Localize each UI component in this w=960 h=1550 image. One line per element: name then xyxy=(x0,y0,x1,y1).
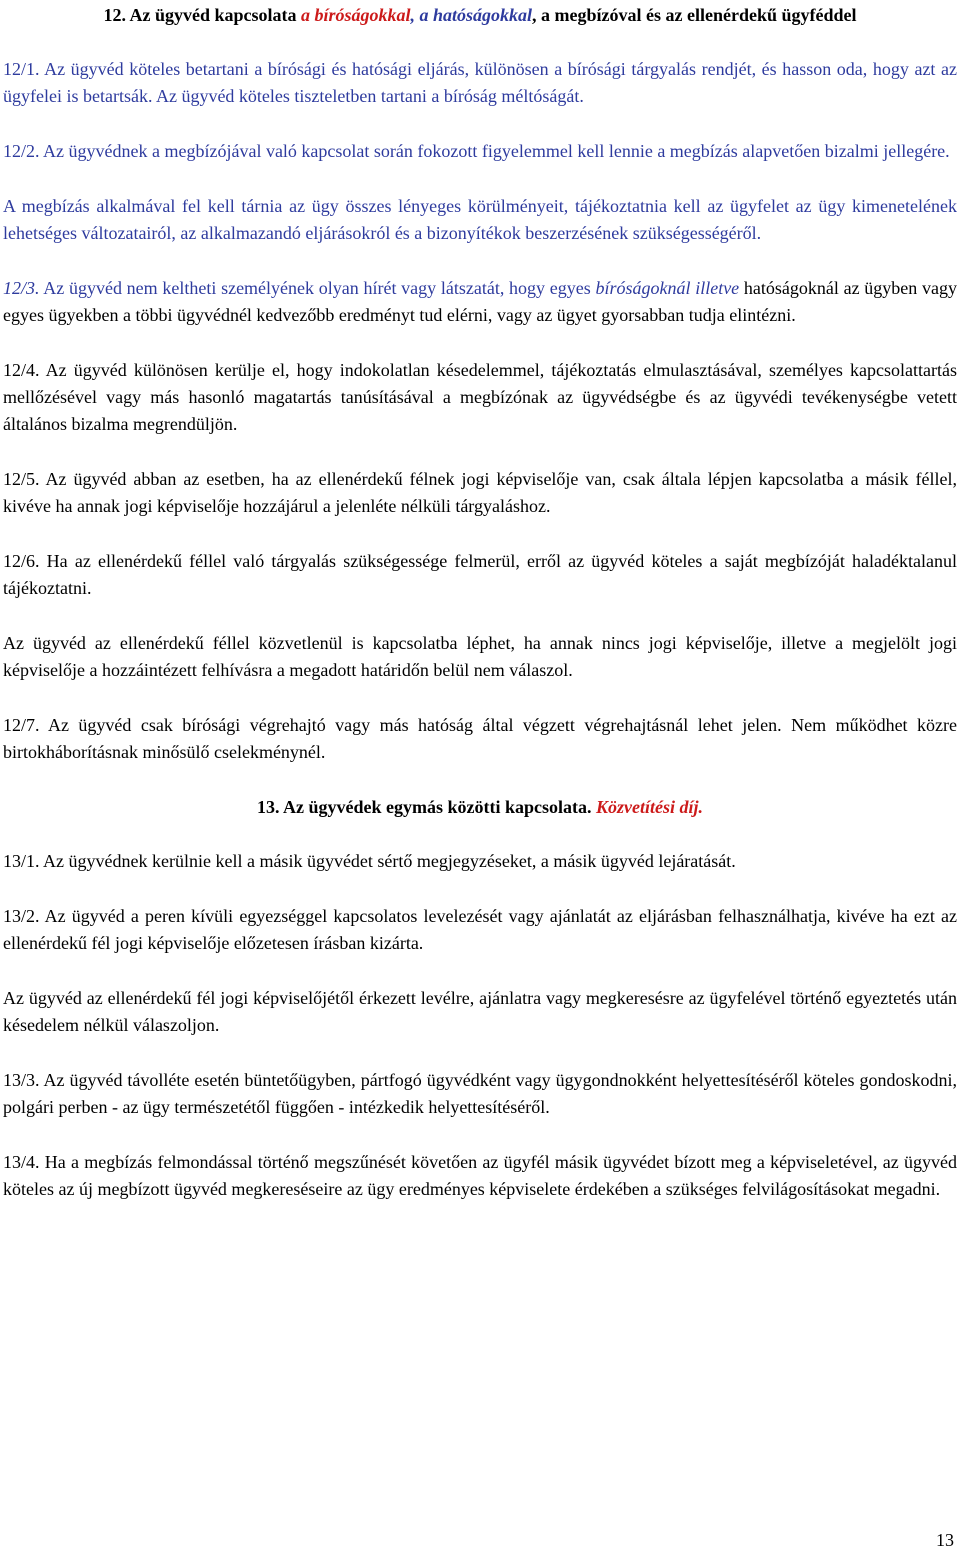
paragraph-13-2 xyxy=(3,903,957,957)
paragraph-number: 13/1. xyxy=(3,851,40,871)
paragraph-text: Az ügyvéd különösen kerülje el, hogy indokolatlan késedelemmel, tájékoztatás elmulasztásával, személyes kapcsolattartás mellőzésével vagy más hasonló magatartás tanúsításával a megbízónak az ügyvédségbe és az ügyvédi tevékenységbe vetett általános bizalma megrendüljön. xyxy=(3,360,957,434)
paragraph-13-1 xyxy=(3,848,957,875)
paragraph-text-after: hatóságoknál az ügyben vagy egyes ügyekben a többi ügyvédnél kedvezőbb eredményt tud elérni, vagy az ügyet gyorsabban tudja elintézni. xyxy=(3,278,957,325)
paragraph-text: Az ügyvéd köteles betartani a bírósági és hatósági eljárás, különösen a bírósági tárgyalás rendjét, és hasson oda, hogy azt az ügyfelei is betartsák. Az ügyvéd köteles tiszteletben tartani a bíróság méltóságát. xyxy=(3,59,957,106)
paragraph-number: 12/7. xyxy=(3,715,40,735)
paragraph-12-4 xyxy=(3,357,957,438)
paragraph-number: 12/3. xyxy=(3,278,40,298)
paragraph-number: 12/1. xyxy=(3,59,40,79)
paragraph-text: Az ügyvédnek a megbízójával való kapcsolat során fokozott figyelemmel kell lennie a megbízás alapvetően bizalmi jellegére. xyxy=(39,141,950,161)
paragraph-12-1 xyxy=(3,56,957,110)
paragraph-number: 12/5. xyxy=(3,469,40,489)
paragraph-number: 12/4. xyxy=(3,360,40,380)
paragraph-12-6-continued: Az ügyvéd az ellenérdekű féllel közvetlenül is kapcsolatba léphet, ha annak nincs jogi képviselője, illetve a megjelölt jogi képviselője a hozzáintézett felhívásra a megadott határidőn belül nem válaszol. xyxy=(3,633,957,680)
paragraph-13-3 xyxy=(3,1067,957,1121)
paragraph-12-2 xyxy=(3,138,957,165)
paragraph-text-before: Az ügyvéd nem keltheti személyének olyan hírét vagy látszatát, hogy egyes xyxy=(39,278,596,298)
paragraph-number: 12/6. xyxy=(3,551,40,571)
paragraph-text: Ha az ellenérdekű féllel való tárgyalás szükségessége felmerül, erről az ügyvéd köteles a saját megbízóját haladéktalanul tájékoztatni. xyxy=(3,551,957,598)
paragraph-12-3 xyxy=(3,275,957,329)
heading-12-part4: , a megbízóval és az ellenérdekű ügyféddel xyxy=(532,5,857,25)
page-number: 13 xyxy=(936,1530,954,1550)
paragraph-number: 13/4. xyxy=(3,1152,40,1172)
paragraph-text: Az ügyvédnek kerülnie kell a másik ügyvédet sértő megjegyzéseket, a másik ügyvéd lejáratását. xyxy=(39,851,736,871)
heading-12-courts: a bíróságokkal xyxy=(301,5,411,25)
paragraph-12-2-continued: A megbízás alkalmával fel kell tárnia az ügy összes lényeges körülményeit, tájékoztatnia kell az ügyfelet az ügy kimenetelének lehetséges változatairól, az alkalmazandó eljárásokról és a bizonyítékok beszerzésének szükségességéről. xyxy=(3,196,957,243)
heading-13-part1: 13. Az ügyvédek egymás közötti kapcsolata. xyxy=(257,797,596,817)
paragraph-13-4 xyxy=(3,1149,957,1203)
paragraph-text-italic: bíróságoknál illetve xyxy=(595,278,740,298)
paragraph-12-7 xyxy=(3,712,957,766)
paragraph-12-5 xyxy=(3,466,957,520)
section-12-heading xyxy=(3,2,957,29)
paragraph-12-6 xyxy=(3,548,957,602)
heading-12-part1: 12. Az ügyvéd kapcsolata xyxy=(103,5,301,25)
paragraph-number: 12/2. xyxy=(3,141,40,161)
heading-13-mediation-fee: Közvetítési díj. xyxy=(596,797,703,817)
paragraph-number: 13/3. xyxy=(3,1070,40,1090)
paragraph-text: Az ügyvéd csak bírósági végrehajtó vagy más hatóság által végzett végrehajtásnál lehet jelen. Nem működhet közre birtokháborításnak minősülő cselekménynél. xyxy=(3,715,957,762)
section-13-heading xyxy=(3,794,957,821)
paragraph-text: Ha a megbízás felmondással történő megszűnését követően az ügyfél másik ügyvédet bízott meg a képviseletével, az ügyvéd köteles az új megbízott ügyvéd megkereséseire az ügy eredményes képviselete érdekében a szükséges felvilágosításokat megadni. xyxy=(3,1152,957,1199)
paragraph-13-2-continued: Az ügyvéd az ellenérdekű fél jogi képviselőjétől érkezett levélre, ajánlatra vagy megkeresésre az ügyfelével történő egyeztetés után késedelem nélkül válaszoljon. xyxy=(3,988,957,1035)
paragraph-number: 13/2. xyxy=(3,906,40,926)
paragraph-text: Az ügyvéd a peren kívüli egyezséggel kapcsolatos levelezését vagy ajánlatát az eljárásban felhasználhatja, kivéve ha ezt az ellenérdekű fél jogi képviselője előzetesen írásban kizárta. xyxy=(3,906,957,953)
heading-12-authorities: , a hatóságokkal xyxy=(410,5,533,25)
paragraph-text: Az ügyvéd abban az esetben, ha az ellenérdekű félnek jogi képviselője van, csak általa lépjen kapcsolatba a másik féllel, kivéve ha annak jogi képviselője hozzájárul a jelenléte nélküli tárgyaláshoz. xyxy=(3,469,957,516)
paragraph-text: Az ügyvéd távolléte esetén büntetőügyben, pártfogó ügyvédként vagy ügygondnokként helyettesítéséről köteles gondoskodni, polgári perben - az ügy természetétől függően - intézkedik helyettesítéséről. xyxy=(3,1070,957,1117)
